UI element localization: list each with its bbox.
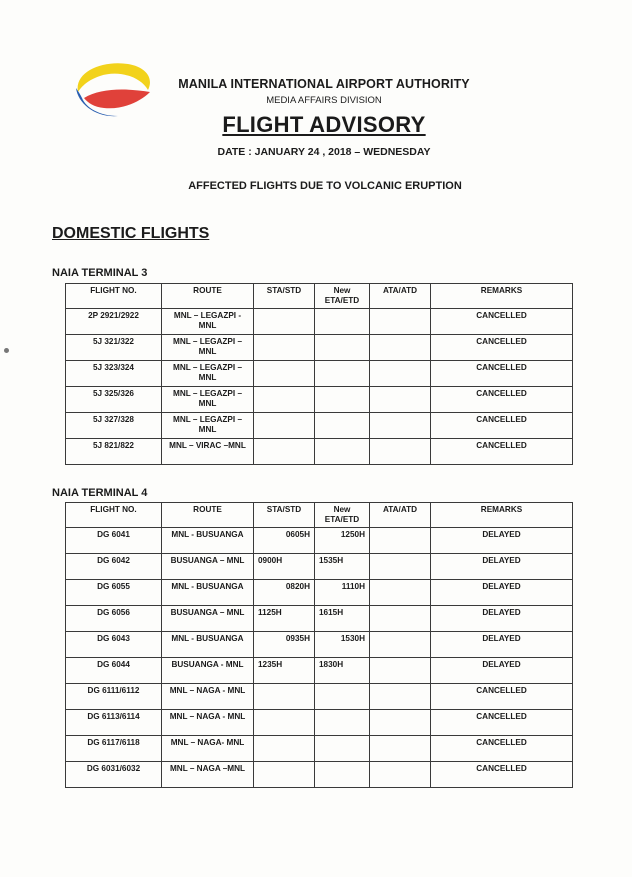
- table-header-row: [66, 503, 573, 528]
- ata-cell: [370, 762, 431, 788]
- sta-cell: [254, 439, 315, 465]
- remarks-cell: CANCELLED: [431, 309, 573, 335]
- organization-name: MANILA INTERNATIONAL AIRPORT AUTHORITY: [178, 77, 470, 91]
- page-title: FLIGHT ADVISORY: [222, 112, 426, 137]
- col-sta: STA/STD: [254, 503, 315, 528]
- table-row: [66, 710, 573, 736]
- table-row: [66, 658, 573, 684]
- sta-cell: 0935H: [254, 632, 315, 658]
- sta-cell: [254, 684, 315, 710]
- sta-cell: [254, 387, 315, 413]
- table-row: [66, 528, 573, 554]
- table-row: [66, 335, 573, 361]
- remarks-cell: CANCELLED: [431, 387, 573, 413]
- remarks-cell: CANCELLED: [431, 413, 573, 439]
- eta-cell: [315, 309, 370, 335]
- terminal-3-table: [65, 283, 573, 465]
- route-cell: BUSUANGA - MNL: [162, 658, 254, 684]
- eta-cell: 1615H: [315, 606, 370, 632]
- eta-cell: [315, 413, 370, 439]
- sta-cell: 0820H: [254, 580, 315, 606]
- col-ata: ATA/ATD: [370, 503, 431, 528]
- remarks-cell: CANCELLED: [431, 736, 573, 762]
- ata-cell: [370, 684, 431, 710]
- eta-cell: [315, 439, 370, 465]
- flight-cell: DG 6031/6032: [66, 762, 162, 788]
- eta-cell: [315, 710, 370, 736]
- table-row: [66, 580, 573, 606]
- miaa-logo-icon: [70, 58, 154, 124]
- remarks-cell: DELAYED: [431, 528, 573, 554]
- route-cell: BUSUANGA – MNL: [162, 606, 254, 632]
- col-route: ROUTE: [162, 284, 254, 309]
- table-row: [66, 606, 573, 632]
- division-name: MEDIA AFFAIRS DIVISION: [266, 95, 382, 106]
- sta-cell: [254, 762, 315, 788]
- route-cell: MNL – LEGAZPI – MNL: [162, 361, 254, 387]
- sta-cell: [254, 710, 315, 736]
- table-row: [66, 632, 573, 658]
- table-row: [66, 684, 573, 710]
- route-cell: MNL – NAGA –MNL: [162, 762, 254, 788]
- route-cell: MNL – LEGAZPI – MNL: [162, 413, 254, 439]
- ata-cell: [370, 413, 431, 439]
- eta-cell: [315, 361, 370, 387]
- ata-cell: [370, 580, 431, 606]
- eta-cell: 1535H: [315, 554, 370, 580]
- table-header-row: [66, 284, 573, 309]
- table-row: [66, 361, 573, 387]
- scan-speck: [4, 348, 9, 353]
- eta-cell: 1530H: [315, 632, 370, 658]
- ata-cell: [370, 606, 431, 632]
- sta-cell: [254, 736, 315, 762]
- ata-cell: [370, 554, 431, 580]
- ata-cell: [370, 335, 431, 361]
- remarks-cell: DELAYED: [431, 632, 573, 658]
- remarks-cell: CANCELLED: [431, 684, 573, 710]
- col-eta: New ETA/ETD: [315, 284, 370, 309]
- sta-cell: 1235H: [254, 658, 315, 684]
- sta-cell: 0605H: [254, 528, 315, 554]
- col-route: ROUTE: [162, 503, 254, 528]
- ata-cell: [370, 439, 431, 465]
- table-row: [66, 554, 573, 580]
- eta-cell: 1110H: [315, 580, 370, 606]
- flight-cell: DG 6041: [66, 528, 162, 554]
- col-remarks: REMARKS: [431, 284, 573, 309]
- terminal-4-label: NAIA TERMINAL 4: [52, 487, 148, 499]
- col-eta: New ETA/ETD: [315, 503, 370, 528]
- eta-cell: 1830H: [315, 658, 370, 684]
- flight-cell: 5J 821/822: [66, 439, 162, 465]
- table-row: [66, 736, 573, 762]
- route-cell: MNL – NAGA - MNL: [162, 710, 254, 736]
- ata-cell: [370, 710, 431, 736]
- flight-cell: DG 6043: [66, 632, 162, 658]
- eta-cell: [315, 762, 370, 788]
- flight-cell: DG 6056: [66, 606, 162, 632]
- route-cell: MNL – LEGAZPI - MNL: [162, 309, 254, 335]
- ata-cell: [370, 736, 431, 762]
- route-cell: MNL – VIRAC –MNL: [162, 439, 254, 465]
- table-row: [66, 762, 573, 788]
- eta-cell: [315, 684, 370, 710]
- sta-cell: [254, 413, 315, 439]
- route-cell: MNL – LEGAZPI – MNL: [162, 335, 254, 361]
- remarks-cell: DELAYED: [431, 554, 573, 580]
- eta-cell: [315, 736, 370, 762]
- flight-cell: 2P 2921/2922: [66, 309, 162, 335]
- flight-cell: DG 6044: [66, 658, 162, 684]
- col-remarks: REMARKS: [431, 503, 573, 528]
- flight-cell: DG 6042: [66, 554, 162, 580]
- remarks-cell: DELAYED: [431, 606, 573, 632]
- flight-cell: DG 6113/6114: [66, 710, 162, 736]
- route-cell: MNL – NAGA - MNL: [162, 684, 254, 710]
- flight-cell: DG 6117/6118: [66, 736, 162, 762]
- remarks-cell: CANCELLED: [431, 335, 573, 361]
- ata-cell: [370, 309, 431, 335]
- terminal-4-table: [65, 502, 573, 788]
- remarks-cell: DELAYED: [431, 580, 573, 606]
- sta-cell: 0900H: [254, 554, 315, 580]
- ata-cell: [370, 658, 431, 684]
- remarks-cell: CANCELLED: [431, 361, 573, 387]
- advisory-date: DATE : JANUARY 24 , 2018 – WEDNESDAY: [217, 146, 431, 158]
- flight-cell: 5J 321/322: [66, 335, 162, 361]
- flight-cell: DG 6111/6112: [66, 684, 162, 710]
- col-ata: ATA/ATD: [370, 284, 431, 309]
- flight-cell: 5J 325/326: [66, 387, 162, 413]
- advisory-subtitle: AFFECTED FLIGHTS DUE TO VOLCANIC ERUPTION: [188, 180, 462, 192]
- section-heading: DOMESTIC FLIGHTS: [52, 225, 210, 242]
- ata-cell: [370, 632, 431, 658]
- eta-cell: [315, 387, 370, 413]
- table-row: [66, 387, 573, 413]
- remarks-cell: CANCELLED: [431, 762, 573, 788]
- route-cell: MNL - BUSUANGA: [162, 580, 254, 606]
- sta-cell: 1125H: [254, 606, 315, 632]
- flight-cell: 5J 327/328: [66, 413, 162, 439]
- eta-cell: 1250H: [315, 528, 370, 554]
- remarks-cell: DELAYED: [431, 658, 573, 684]
- remarks-cell: CANCELLED: [431, 710, 573, 736]
- ata-cell: [370, 387, 431, 413]
- remarks-cell: CANCELLED: [431, 439, 573, 465]
- eta-cell: [315, 335, 370, 361]
- route-cell: MNL - BUSUANGA: [162, 528, 254, 554]
- route-cell: MNL – NAGA- MNL: [162, 736, 254, 762]
- terminal-3-label: NAIA TERMINAL 3: [52, 267, 148, 279]
- ata-cell: [370, 528, 431, 554]
- col-sta: STA/STD: [254, 284, 315, 309]
- flight-cell: 5J 323/324: [66, 361, 162, 387]
- flight-cell: DG 6055: [66, 580, 162, 606]
- col-flight: FLIGHT NO.: [66, 284, 162, 309]
- sta-cell: [254, 361, 315, 387]
- route-cell: BUSUANGA – MNL: [162, 554, 254, 580]
- route-cell: MNL – LEGAZPI – MNL: [162, 387, 254, 413]
- table-row: [66, 439, 573, 465]
- sta-cell: [254, 309, 315, 335]
- ata-cell: [370, 361, 431, 387]
- sta-cell: [254, 335, 315, 361]
- table-row: [66, 309, 573, 335]
- table-row: [66, 413, 573, 439]
- route-cell: MNL - BUSUANGA: [162, 632, 254, 658]
- col-flight: FLIGHT NO.: [66, 503, 162, 528]
